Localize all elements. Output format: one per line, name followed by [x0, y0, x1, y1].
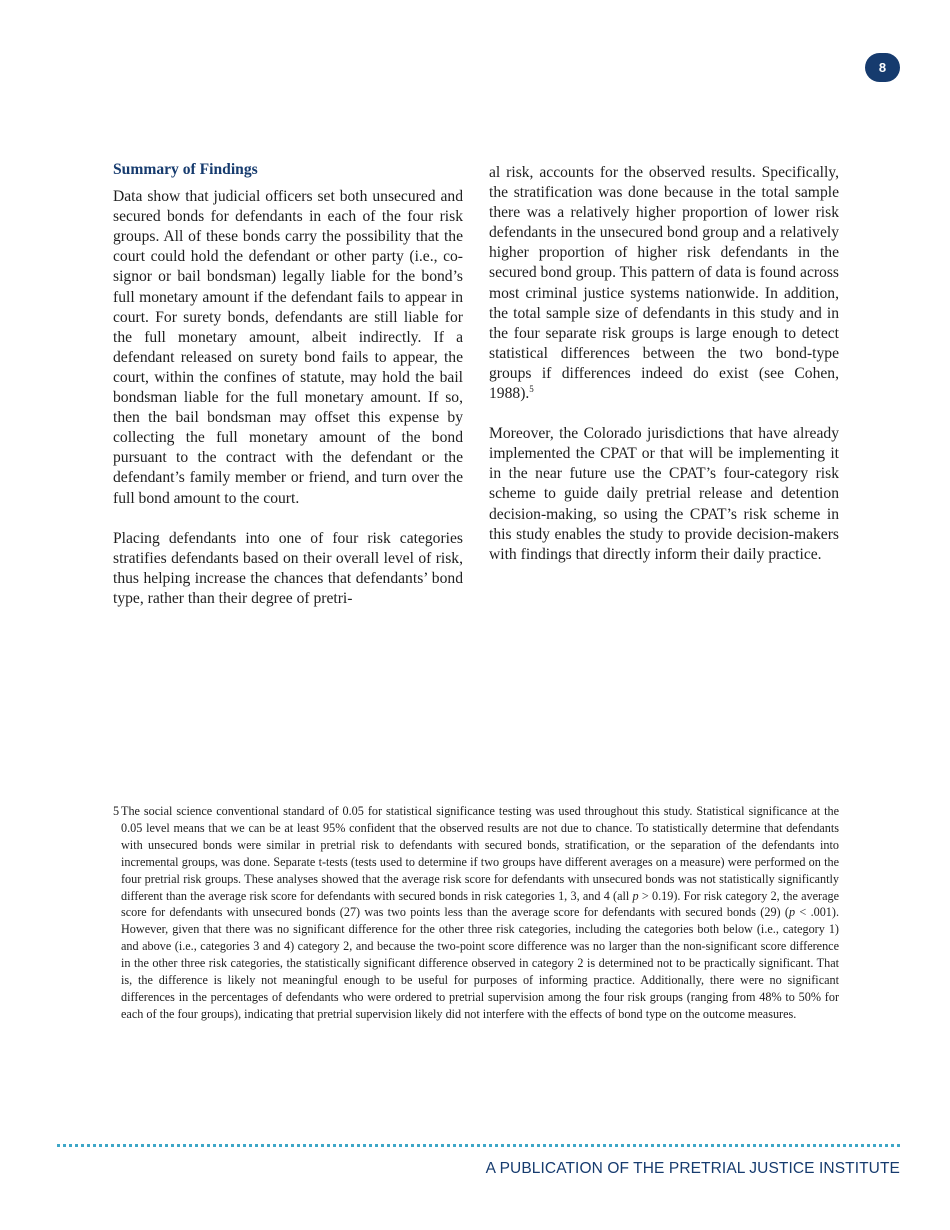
page-number-badge [865, 53, 900, 82]
left-paragraph-1: Data show that judicial officers set both unsecured and secured bonds for defendants in each of the four risk groups. All of these bonds carry the possibility that the court could hold the defendant or other party (i.e., co-signor or bail bondsman) legally liable for the bond’s full monetary amount if the defendant fails to appear in court. For surety bonds, defendants are still liable for the full monetary amount, albeit indirectly. If a defendant released on surety bond fails to appear, the court, within the confines of statute, may hold the bail bondsman liable for the full monetary amount. If so, then the bail bondsman may offset this expense by collecting the full monetary amount of the bond pursuant to the contract with the defendant or the defendant’s family member or friend, and turn over the full bond amount to the court. [113, 188, 463, 507]
footnote [113, 803, 839, 1023]
footnote-reference[interactable]: 5 [529, 383, 534, 394]
footnote-body [113, 803, 839, 1023]
left-paragraph-2: Placing defendants into one of four risk categories stratifies defendants based on their overall level of risk, thus helping increase the chances that defendants’ bond type, rather than their degree of pretri- [113, 529, 463, 607]
publisher-footer: A PUBLICATION OF THE PRETRIAL JUSTICE INSTITUTE [485, 1160, 900, 1177]
footnote-text-b: > 0.19). For risk category 2, the average score for defendants with unsecured bonds (27) was two points less than the average score for defendants with secured bonds (29) ( [121, 888, 839, 920]
right-paragraph-1-text: al risk, accounts for the observed results. Specifically, the stratification was done because in the total sample there was a relatively higher proportion of lower risk defendants in the unsecured bond group and a relatively higher proportion of higher risk defendants in the secured bond group. This pattern of data is found across most criminal justice systems nationwide. In addition, the total sample size of defendants in this study and in the four separate risk groups is large enough to detect statistical differences between the two bond-type groups if differences indeed do exist (see Cohen, 1988). [489, 164, 839, 403]
page-number: 8 [878, 60, 887, 75]
right-paragraph-2: Moreover, the Colorado jurisdictions that have already implemented the CPAT or that will be implementing it in the near future use the CPAT’s four-category risk scheme to guide daily pretrial release and detention decision-making, so using the CPAT’s risk scheme in this study enables the study to provide decision-makers with findings that directly inform their daily practice. [489, 425, 839, 563]
footnote-number: 5 [113, 804, 120, 818]
footer-divider [57, 1144, 900, 1147]
section-heading: Summary of Findings [113, 161, 258, 178]
left-column [113, 160, 463, 629]
right-column [489, 163, 839, 585]
p-value-symbol: p [632, 888, 639, 903]
footnote-text-c: < .001). However, given that there was no significant difference for the other three risk categories, including the categories both below (i.e., category 1) and above (i.e., categories 3 and 4) category 2, and because the two-point score difference was no larger than the non-significant score difference in the other three risk categories, the statistically significant difference observed in category 2 is determined not to be practically significant. That is, the difference is likely not meaningful enough to be useful for purposes of informing practice. Additionally, there were no significant differences in the percentages of defendants who were ordered to pretrial supervision among the four risk groups (ranging from 48% to 50% for each of the four groups), indicating that pretrial supervision likely did not interfere with the effects of bond type on the outcome measures. [121, 905, 839, 1021]
footnote-text-a: The social science conventional standard of 0.05 for statistical significance testing was used throughout this study. Statistical significance at the 0.05 level means that we can be at least 95% confident that the observed results are not due to chance. To statistically determine that defendants with unsecured bonds were similar in pretrial risk to defendants with secured bonds, stratification, or the separation of the defendants into incremental groups, was done. Separate t-tests (tests used to determine if two groups have different averages on a measure) were performed on the four pretrial risk groups. These analyses showed that the average risk score for defendants with unsecured bonds was not statistically significantly different than the average risk score for defendants with secured bonds in risk categories 1, 3, and 4 (all [121, 804, 839, 903]
right-paragraph-1 [489, 163, 839, 404]
p-value-symbol: p [788, 905, 796, 920]
